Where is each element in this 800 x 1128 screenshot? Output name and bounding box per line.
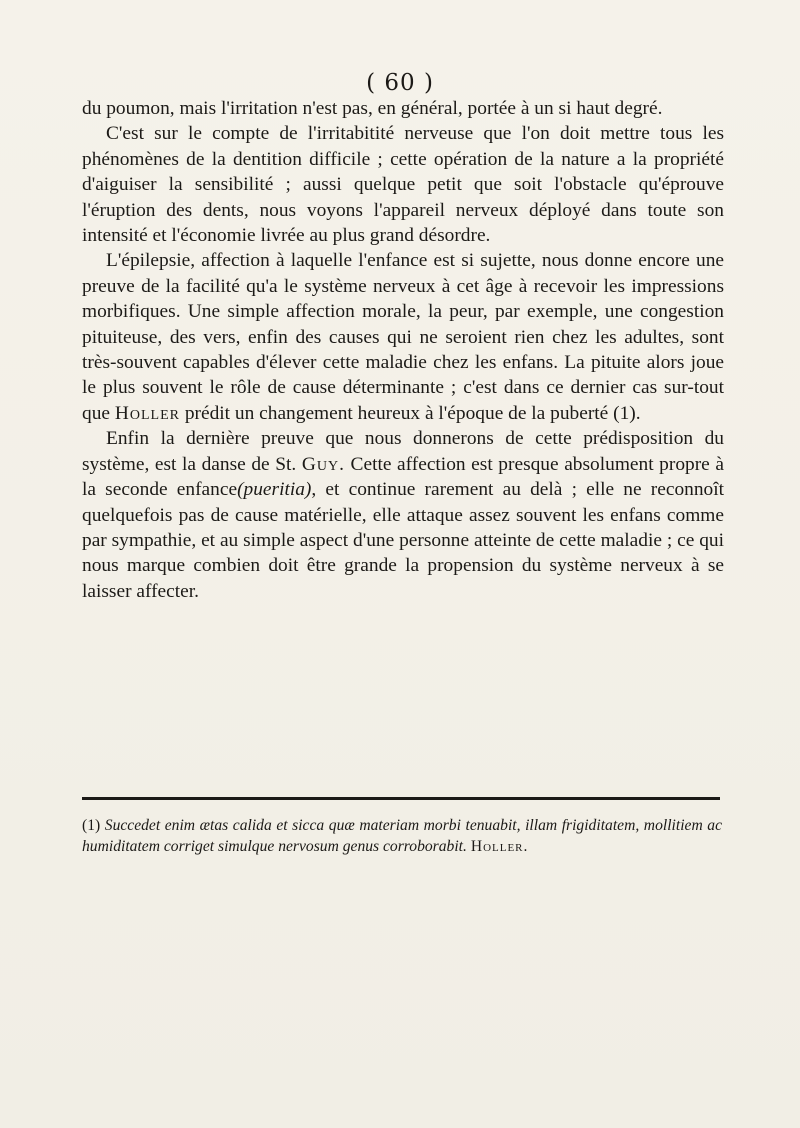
footnote [82, 816, 722, 857]
footnote-text: Succedet enim ætas calida et sicca quæ materiam morbi tenuabit, illam frigiditatem, mollitiem ac humiditatem corriget simulque nervosum genus corroborabit. [82, 817, 722, 855]
latin-term: (pueritia) [237, 479, 312, 501]
paragraph-chorea-text: Enfin la dernière preuve que nous donnerons de cette prédisposition du système, est la danse de St. [82, 428, 724, 475]
paragraph-epilepsy-text: L'épilepsie, affection à laquelle l'enfance est si sujette, nous donne encore une preuve de la facilité qu'a le système nerveux à cet âge à recevoir les impressions morbifiques. Une simple affection morale, la peur, par exemple, une congestion pituiteuse, des vers, enfin des causes qui ne seroient rien chez les adultes, sont très-souvent capables d'élever cette maladie chez les enfans. La pituite alors joue le plus souvent le rôle de cause déterminante ; c'est dans ce dernier cas sur-tout que [82, 250, 724, 424]
footnote-divider [82, 797, 720, 800]
saint-name: Guy. [301, 453, 345, 475]
footnote-mark: (1) [82, 817, 101, 834]
paragraph-chorea [82, 426, 724, 604]
paragraph-chorea-mid: Cette affection est presque absolument propre à la seconde enfance [82, 453, 724, 501]
footnote-author: Holler. [470, 837, 529, 855]
author-name: Holler [114, 402, 180, 424]
page-number: ( 60 ) [366, 70, 434, 96]
paragraph-epilepsy [82, 248, 724, 426]
paragraph-irritability: C'est sur le compte de l'irritabitité nerveuse que l'on doit mettre tous les phénomènes de la dentition difficile ; cette opération de la nature a la propriété d'aiguiser la sensibilité ; aussi quelque petit que soit l'obstacle qu'éprouve l'éruption des dents, nous voyons l'appareil nerveux déployé dans toute son intensité et l'économie livrée au plus grand désordre. [82, 123, 724, 247]
body-text [82, 96, 724, 604]
paragraph-continuation: du poumon, mais l'irritation n'est pas, en général, portée à un si haut degré. [82, 98, 663, 119]
paragraph-chorea-end: , et continue rarement au delà ; elle ne reconnoît quelquefois pas de cause matérielle, elle attaque assez souvent les enfans comme par sympathie, et au simple aspect d'une personne atteinte de cette maladie ; ce qui nous marque combien doit être grande la propension du système nerveux à se laisser affecter. [82, 479, 724, 602]
paragraph-epilepsy-end: prédit un changement heureux à l'époque de la puberté (1). [184, 402, 641, 424]
